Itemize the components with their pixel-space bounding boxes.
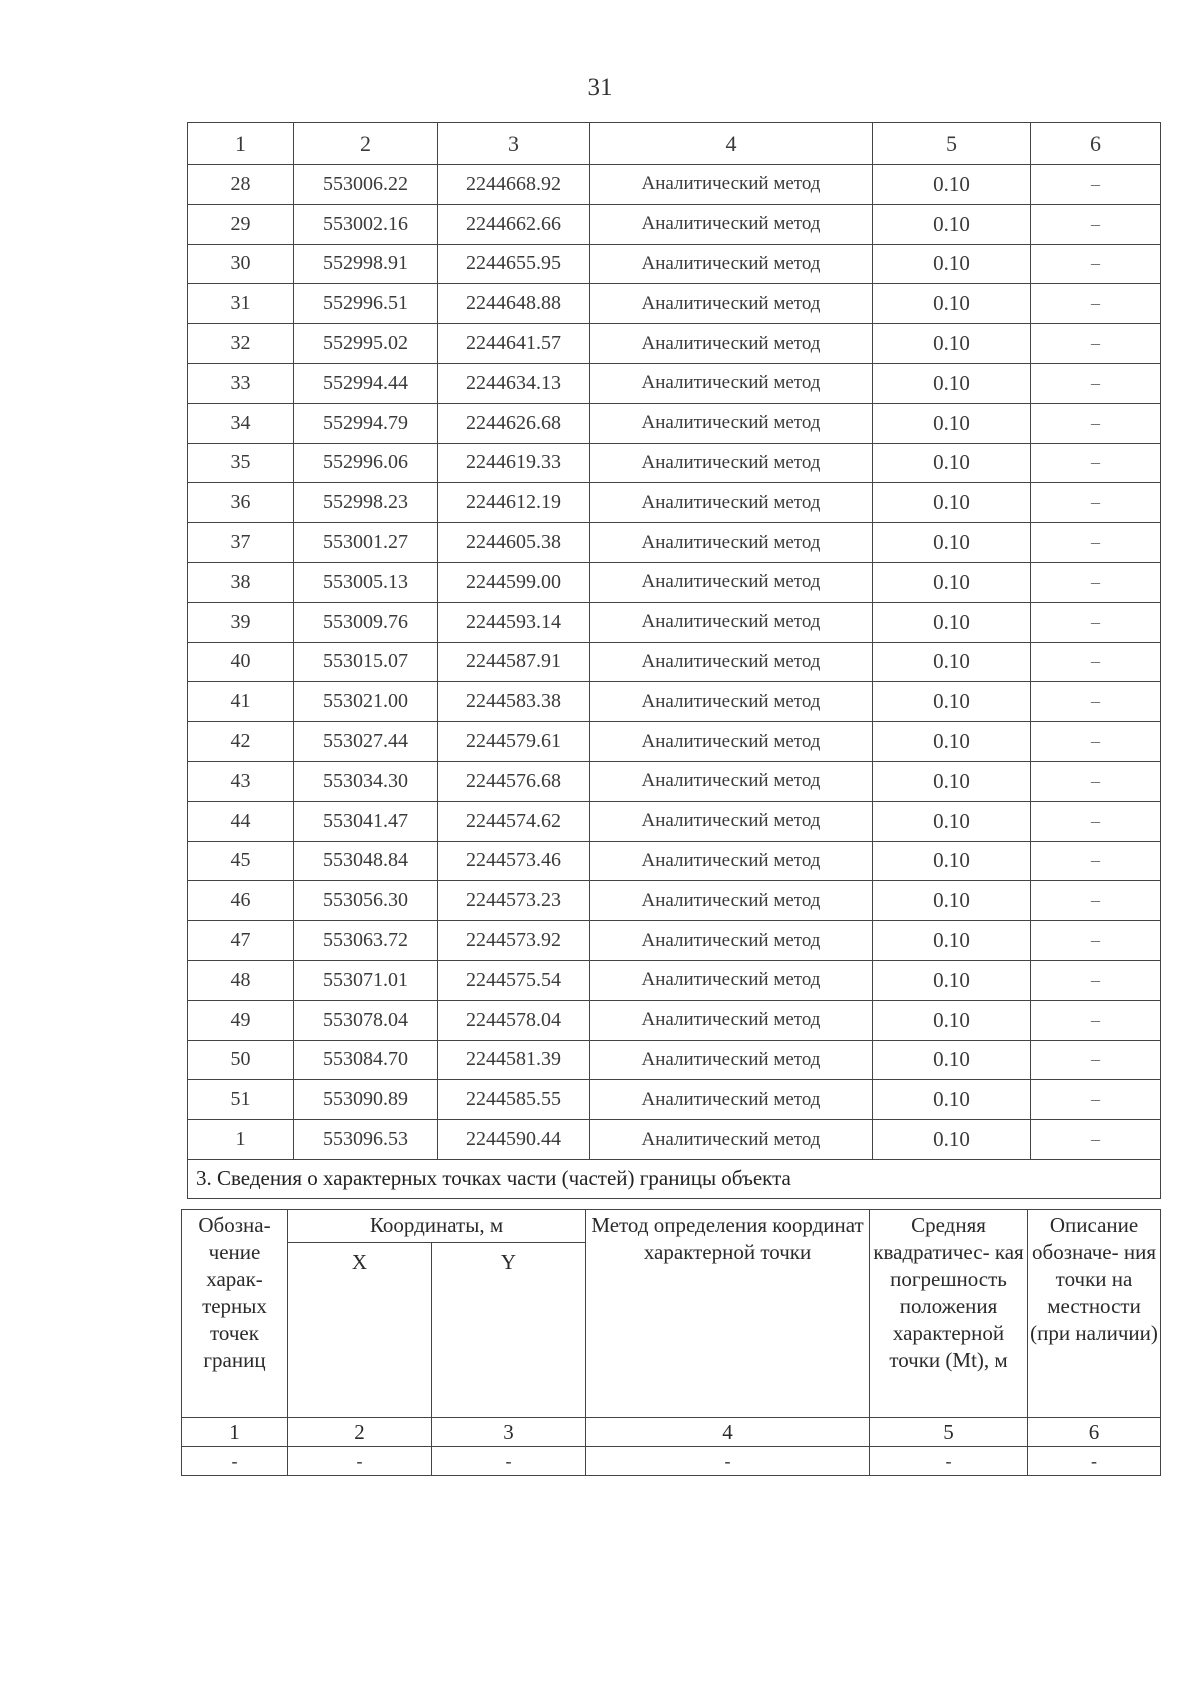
method-cell: Аналитический метод	[590, 363, 873, 403]
description-header: Описание обозначе- ния точки на местности (при наличии)	[1028, 1210, 1161, 1418]
x-coordinate-cell: 553034.30	[294, 761, 438, 801]
error-cell: 0.10	[873, 881, 1031, 921]
column-number-row	[188, 123, 1161, 165]
table-row	[188, 642, 1161, 682]
description-cell: –	[1031, 562, 1161, 602]
method-cell: Аналитический метод	[590, 801, 873, 841]
x-coordinate-cell: 553021.00	[294, 682, 438, 722]
y-coordinate-cell: 2244576.68	[438, 761, 590, 801]
column-number: 4	[590, 123, 873, 165]
x-coordinate-cell: 553027.44	[294, 722, 438, 762]
section3-title-row	[188, 1159, 1161, 1198]
method-cell: Аналитический метод	[590, 841, 873, 881]
column-number: 1	[182, 1418, 288, 1447]
table-row	[188, 801, 1161, 841]
y-coordinate-cell: 2244574.62	[438, 801, 590, 841]
description-cell: –	[1031, 841, 1161, 881]
y-coordinate-cell: 2244581.39	[438, 1040, 590, 1080]
method-cell: Аналитический метод	[590, 642, 873, 682]
method-cell: Аналитический метод	[590, 921, 873, 961]
x-coordinate-cell: 552994.79	[294, 403, 438, 443]
point-number-cell: 37	[188, 523, 294, 563]
x-coordinate-cell: 553090.89	[294, 1080, 438, 1120]
y-coordinate-cell: 2244579.61	[438, 722, 590, 762]
x-coordinate-cell: 553071.01	[294, 960, 438, 1000]
error-cell: 0.10	[873, 1040, 1031, 1080]
y-coordinate-cell: 2244612.19	[438, 483, 590, 523]
empty-cell: -	[432, 1447, 586, 1476]
empty-cell: -	[288, 1447, 432, 1476]
table-row	[188, 1040, 1161, 1080]
y-coordinate-cell: 2244605.38	[438, 523, 590, 563]
error-cell: 0.10	[873, 324, 1031, 364]
method-cell: Аналитический метод	[590, 602, 873, 642]
y-coordinate-cell: 2244573.92	[438, 921, 590, 961]
method-cell: Аналитический метод	[590, 324, 873, 364]
table-row	[188, 284, 1161, 324]
description-cell: –	[1031, 284, 1161, 324]
point-number-cell: 50	[188, 1040, 294, 1080]
column-number: 5	[870, 1418, 1028, 1447]
error-cell: 0.10	[873, 801, 1031, 841]
column-number: 1	[188, 123, 294, 165]
table-row	[188, 841, 1161, 881]
y-coordinate-cell: 2244599.00	[438, 562, 590, 602]
table-row	[188, 1000, 1161, 1040]
empty-cell: -	[182, 1447, 288, 1476]
y-coordinate-cell: 2244573.46	[438, 841, 590, 881]
y-coordinate-cell: 2244668.92	[438, 165, 590, 205]
table-row	[188, 562, 1161, 602]
description-cell: –	[1031, 204, 1161, 244]
method-cell: Аналитический метод	[590, 165, 873, 205]
description-cell: –	[1031, 363, 1161, 403]
x-coordinate-cell: 553009.76	[294, 602, 438, 642]
section3-header-row	[182, 1210, 1161, 1243]
section3-empty-row	[182, 1447, 1161, 1476]
table-row	[188, 363, 1161, 403]
column-number: 4	[586, 1418, 870, 1447]
x-coordinate-cell: 552995.02	[294, 324, 438, 364]
method-cell: Аналитический метод	[590, 443, 873, 483]
description-cell: –	[1031, 682, 1161, 722]
description-cell: –	[1031, 642, 1161, 682]
method-cell: Аналитический метод	[590, 1000, 873, 1040]
y-coordinate-cell: 2244655.95	[438, 244, 590, 284]
error-cell: 0.10	[873, 1080, 1031, 1120]
point-number-cell: 40	[188, 642, 294, 682]
method-cell: Аналитический метод	[590, 562, 873, 602]
error-cell: 0.10	[873, 204, 1031, 244]
x-coordinate-cell: 552996.51	[294, 284, 438, 324]
table-row	[188, 881, 1161, 921]
table-row	[188, 165, 1161, 205]
y-coordinate-cell: 2244662.66	[438, 204, 590, 244]
x-coordinate-cell: 553002.16	[294, 204, 438, 244]
x-coordinate-cell: 553056.30	[294, 881, 438, 921]
table-row	[188, 443, 1161, 483]
error-cell: 0.10	[873, 722, 1031, 762]
section3-title: 3. Сведения о характерных точках части (частей) границы объекта	[188, 1159, 1161, 1198]
description-cell: –	[1031, 921, 1161, 961]
y-coordinate-cell: 2244619.33	[438, 443, 590, 483]
point-number-cell: 31	[188, 284, 294, 324]
x-coordinate-cell: 552996.06	[294, 443, 438, 483]
point-number-cell: 28	[188, 165, 294, 205]
error-cell: 0.10	[873, 363, 1031, 403]
error-cell: 0.10	[873, 443, 1031, 483]
y-coordinate-cell: 2244634.13	[438, 363, 590, 403]
boundary-points-table	[187, 122, 1161, 1199]
error-header: Средняя квадратичес- кая погрешность положения характерной точки (Mt), м	[870, 1210, 1028, 1418]
error-cell: 0.10	[873, 523, 1031, 563]
point-number-cell: 46	[188, 881, 294, 921]
method-cell: Аналитический метод	[590, 761, 873, 801]
point-number-cell: 33	[188, 363, 294, 403]
description-cell: –	[1031, 443, 1161, 483]
table-row	[188, 523, 1161, 563]
empty-cell: -	[586, 1447, 870, 1476]
method-cell: Аналитический метод	[590, 722, 873, 762]
description-cell: –	[1031, 1120, 1161, 1160]
y-coordinate-cell: 2244590.44	[438, 1120, 590, 1160]
description-cell: –	[1031, 722, 1161, 762]
method-cell: Аналитический метод	[590, 284, 873, 324]
point-number-cell: 38	[188, 562, 294, 602]
table-row	[188, 1120, 1161, 1160]
y-coordinate-cell: 2244626.68	[438, 403, 590, 443]
table-row	[188, 921, 1161, 961]
x-coordinate-cell: 553006.22	[294, 165, 438, 205]
x-coordinate-cell: 552998.23	[294, 483, 438, 523]
description-cell: –	[1031, 324, 1161, 364]
error-cell: 0.10	[873, 841, 1031, 881]
point-number-cell: 30	[188, 244, 294, 284]
point-number-cell: 48	[188, 960, 294, 1000]
y-coordinate-cell: 2244587.91	[438, 642, 590, 682]
description-cell: –	[1031, 1000, 1161, 1040]
point-number-cell: 47	[188, 921, 294, 961]
description-cell: –	[1031, 165, 1161, 205]
x-coordinate-cell: 553078.04	[294, 1000, 438, 1040]
error-cell: 0.10	[873, 960, 1031, 1000]
error-cell: 0.10	[873, 1000, 1031, 1040]
x-coordinate-cell: 552994.44	[294, 363, 438, 403]
error-cell: 0.10	[873, 682, 1031, 722]
description-cell: –	[1031, 761, 1161, 801]
column-number: 2	[294, 123, 438, 165]
point-number-cell: 34	[188, 403, 294, 443]
error-cell: 0.10	[873, 284, 1031, 324]
error-cell: 0.10	[873, 244, 1031, 284]
table-row	[188, 682, 1161, 722]
error-cell: 0.10	[873, 602, 1031, 642]
designation-header: Обозна- чение харак- терных точек границ	[182, 1210, 288, 1418]
x-coordinate-cell: 553096.53	[294, 1120, 438, 1160]
method-cell: Аналитический метод	[590, 960, 873, 1000]
y-coordinate-cell: 2244573.23	[438, 881, 590, 921]
point-number-cell: 32	[188, 324, 294, 364]
error-cell: 0.10	[873, 921, 1031, 961]
x-coordinate-cell: 553063.72	[294, 921, 438, 961]
table-row	[188, 403, 1161, 443]
table-row	[188, 204, 1161, 244]
x-coordinate-cell: 553001.27	[294, 523, 438, 563]
description-cell: –	[1031, 523, 1161, 563]
table-row	[188, 602, 1161, 642]
empty-cell: -	[1028, 1447, 1161, 1476]
method-cell: Аналитический метод	[590, 682, 873, 722]
method-cell: Аналитический метод	[590, 1040, 873, 1080]
method-cell: Аналитический метод	[590, 1080, 873, 1120]
description-cell: –	[1031, 483, 1161, 523]
table-row	[188, 1080, 1161, 1120]
point-number-cell: 41	[188, 682, 294, 722]
column-number: 3	[432, 1418, 586, 1447]
x-coordinate-cell: 553005.13	[294, 562, 438, 602]
coordinates-header: Координаты, м	[288, 1210, 586, 1243]
description-cell: –	[1031, 1080, 1161, 1120]
error-cell: 0.10	[873, 562, 1031, 602]
method-cell: Аналитический метод	[590, 881, 873, 921]
method-cell: Аналитический метод	[590, 523, 873, 563]
description-cell: –	[1031, 602, 1161, 642]
point-number-cell: 43	[188, 761, 294, 801]
x-coordinate-cell: 553084.70	[294, 1040, 438, 1080]
point-number-cell: 44	[188, 801, 294, 841]
y-coordinate-cell: 2244648.88	[438, 284, 590, 324]
column-number: 2	[288, 1418, 432, 1447]
description-cell: –	[1031, 244, 1161, 284]
table-row	[188, 324, 1161, 364]
point-number-cell: 42	[188, 722, 294, 762]
column-number: 6	[1031, 123, 1161, 165]
error-cell: 0.10	[873, 165, 1031, 205]
method-cell: Аналитический метод	[590, 1120, 873, 1160]
section3-column-number-row	[182, 1418, 1161, 1447]
point-number-cell: 49	[188, 1000, 294, 1040]
point-number-cell: 51	[188, 1080, 294, 1120]
x-coordinate-cell: 552998.91	[294, 244, 438, 284]
column-number: 6	[1028, 1418, 1161, 1447]
point-number-cell: 29	[188, 204, 294, 244]
section3-table	[181, 1209, 1161, 1476]
method-header: Метод определения координат характерной точки	[586, 1210, 870, 1418]
column-number: 3	[438, 123, 590, 165]
point-number-cell: 35	[188, 443, 294, 483]
description-cell: –	[1031, 960, 1161, 1000]
page-number: 31	[587, 74, 613, 101]
point-number-cell: 39	[188, 602, 294, 642]
error-cell: 0.10	[873, 642, 1031, 682]
description-cell: –	[1031, 881, 1161, 921]
error-cell: 0.10	[873, 1120, 1031, 1160]
table-row	[188, 483, 1161, 523]
x-coordinate-cell: 553041.47	[294, 801, 438, 841]
description-cell: –	[1031, 801, 1161, 841]
description-cell: –	[1031, 403, 1161, 443]
point-number-cell: 45	[188, 841, 294, 881]
method-cell: Аналитический метод	[590, 244, 873, 284]
x-header: X	[288, 1243, 432, 1418]
table-row	[188, 722, 1161, 762]
y-coordinate-cell: 2244593.14	[438, 602, 590, 642]
method-cell: Аналитический метод	[590, 204, 873, 244]
y-coordinate-cell: 2244583.38	[438, 682, 590, 722]
method-cell: Аналитический метод	[590, 483, 873, 523]
error-cell: 0.10	[873, 483, 1031, 523]
error-cell: 0.10	[873, 403, 1031, 443]
y-coordinate-cell: 2244578.04	[438, 1000, 590, 1040]
table-row	[188, 761, 1161, 801]
error-cell: 0.10	[873, 761, 1031, 801]
column-number: 5	[873, 123, 1031, 165]
table-row	[188, 244, 1161, 284]
y-coordinate-cell: 2244641.57	[438, 324, 590, 364]
method-cell: Аналитический метод	[590, 403, 873, 443]
table-row	[188, 960, 1161, 1000]
y-coordinate-cell: 2244575.54	[438, 960, 590, 1000]
point-number-cell: 36	[188, 483, 294, 523]
y-header: Y	[432, 1243, 586, 1418]
empty-cell: -	[870, 1447, 1028, 1476]
x-coordinate-cell: 553048.84	[294, 841, 438, 881]
point-number-cell: 1	[188, 1120, 294, 1160]
description-cell: –	[1031, 1040, 1161, 1080]
y-coordinate-cell: 2244585.55	[438, 1080, 590, 1120]
x-coordinate-cell: 553015.07	[294, 642, 438, 682]
